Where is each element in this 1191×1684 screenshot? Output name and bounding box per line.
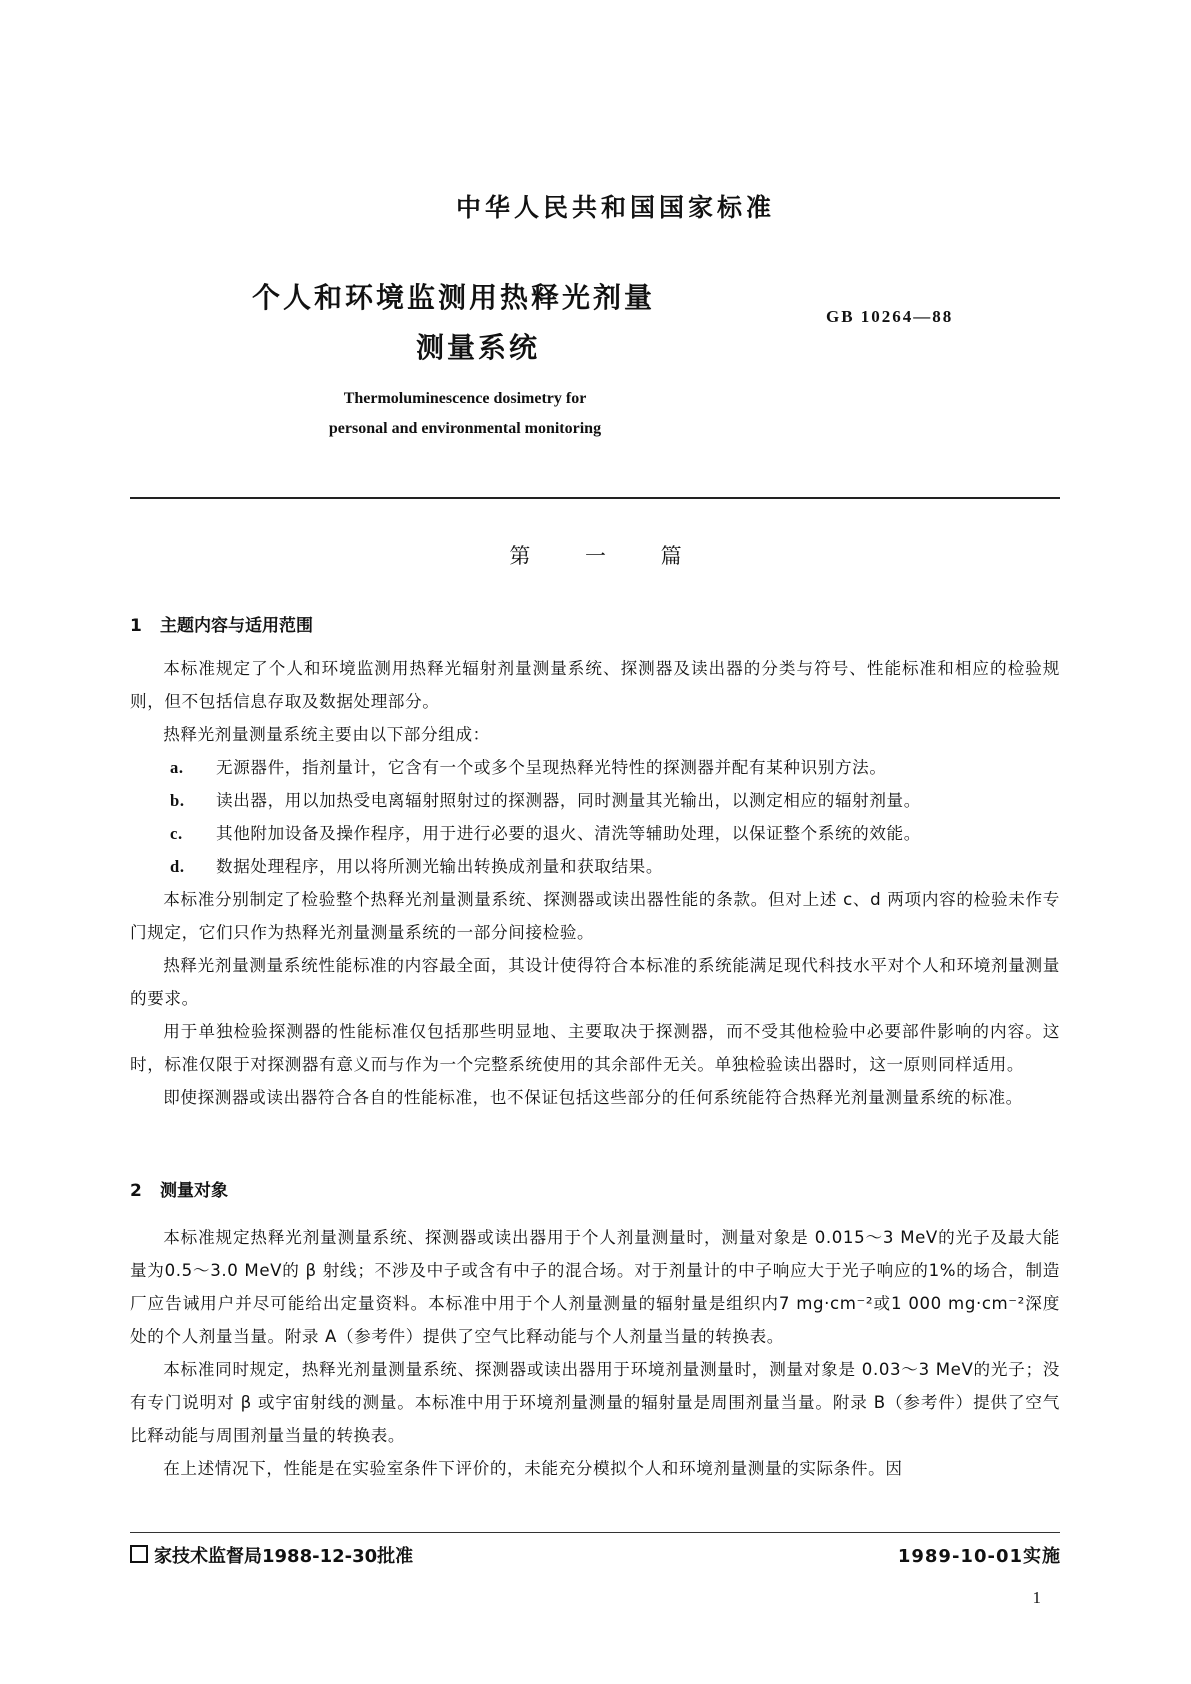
header-divider (130, 497, 1060, 499)
list-text: 其他附加设备及操作程序，用于进行必要的退火、清洗等辅助处理，以保证整个系统的效能。 (216, 824, 921, 843)
paragraph: 即使探测器或读出器符合各自的性能标准，也不保证包括这些部分的任何系统能符合热释光剂量测量系统的标准。 (163, 1088, 1023, 1107)
document-title-line-1: 个人和环境监测用热释光剂量 (252, 281, 656, 314)
paragraph: 热释光剂量测量系统主要由以下部分组成： (163, 725, 490, 744)
section-title: 测量对象 (160, 1181, 228, 1201)
page-number: 1 (1032, 1588, 1041, 1607)
list-item (130, 784, 1060, 817)
english-title (0, 384, 930, 444)
section-number: 1 (130, 616, 142, 636)
document-title-line-2: 测量系统 (416, 331, 541, 364)
list-marker: a. (170, 758, 184, 777)
section-1-body (130, 652, 1060, 1114)
footer-divider (130, 1532, 1060, 1533)
list-item (130, 850, 1060, 883)
list-item (130, 751, 1060, 784)
national-standard-heading: 中华人民共和国国家标准 (455, 193, 775, 222)
paragraph: 热释光剂量测量系统性能标准的内容最全面，其设计使得符合本标准的系统能满足现代科技水平对个人和环境剂量测量的要求。 (130, 956, 1060, 1008)
english-title-line-1: Thermoluminescence dosimetry for (343, 390, 587, 407)
paragraph: 本标准规定了个人和环境监测用热释光辐射剂量测量系统、探测器及读出器的分类与符号、性能标准和相应的检验规则，但不包括信息存取及数据处理部分。 (130, 659, 1060, 711)
effective-date: 1989-10-01实施 (897, 1546, 1061, 1567)
paragraph: 本标准规定热释光剂量测量系统、探测器或读出器用于个人剂量测量时，测量对象是 0.015～3 MeV的光子及最大能量为0.5～3.0 MeV的 β 射线；不涉及中子或含有中子的混合场。对于剂量计的中子响应大于光子响应的1%的场合，制造厂应告诫用户并尽可能给出定量资料。本标准中用于个人剂量测量的辐射量是组织内7 mg·cm⁻²或1 000 mg·cm⁻²深度处的个人剂量当量。附录 A（参考件）提供了空气比释动能与个人剂量当量的转换表。 (130, 1228, 1060, 1346)
section-2-heading (130, 1176, 228, 1201)
approval-line (130, 1542, 413, 1568)
approval-text: 家技术监督局1988-12-30批准 (154, 1546, 414, 1567)
section-number: 2 (130, 1181, 142, 1201)
paragraph: 本标准同时规定，热释光剂量测量系统、探测器或读出器用于环境剂量测量时，测量对象是 0.03～3 MeV的光子；没有专门说明对 β 或宇宙射线的测量。本标准中用于环境剂量测量的辐射量是周围剂量当量。附录 B（参考件）提供了空气比释动能与周围剂量当量的转换表。 (130, 1360, 1060, 1445)
section-title: 主题内容与适用范围 (160, 616, 313, 636)
list-item (130, 817, 1060, 850)
list-marker: d. (170, 857, 185, 876)
section-1-heading (130, 611, 313, 636)
paragraph: 用于单独检验探测器的性能标准仅包括那些明显地、主要取决于探测器，而不受其他检验中必要部件影响的内容。这时，标准仅限于对探测器有意义而与作为一个完整系统使用的其余部件无关。单独检验读出器时，这一原则同样适用。 (130, 1022, 1060, 1074)
part-heading: 第 一 篇 (509, 544, 706, 568)
list-text: 无源器件，指剂量计，它含有一个或多个呈现热释光特性的探测器并配有某种识别方法。 (216, 758, 887, 777)
list-marker: b. (170, 791, 185, 810)
stamp-box-icon (130, 1545, 148, 1563)
standard-number: GB 10264—88 (826, 307, 954, 326)
list-text: 读出器，用以加热受电离辐射照射过的探测器，同时测量其光输出，以测定相应的辐射剂量。 (216, 791, 921, 810)
list-marker: c. (170, 824, 183, 843)
section-2-body (130, 1221, 1060, 1485)
paragraph: 在上述情况下，性能是在实验室条件下评价的，未能充分模拟个人和环境剂量测量的实际条件。因 (163, 1459, 903, 1478)
english-title-line-2: personal and environmental monitoring (328, 420, 602, 437)
paragraph: 本标准分别制定了检验整个热释光剂量测量系统、探测器或读出器性能的条款。但对上述 c、d 两项内容的检验未作专门规定，它们只作为热释光剂量测量系统的一部分间接检验。 (130, 890, 1060, 942)
list-text: 数据处理程序，用以将所测光输出转换成剂量和获取结果。 (216, 857, 664, 876)
